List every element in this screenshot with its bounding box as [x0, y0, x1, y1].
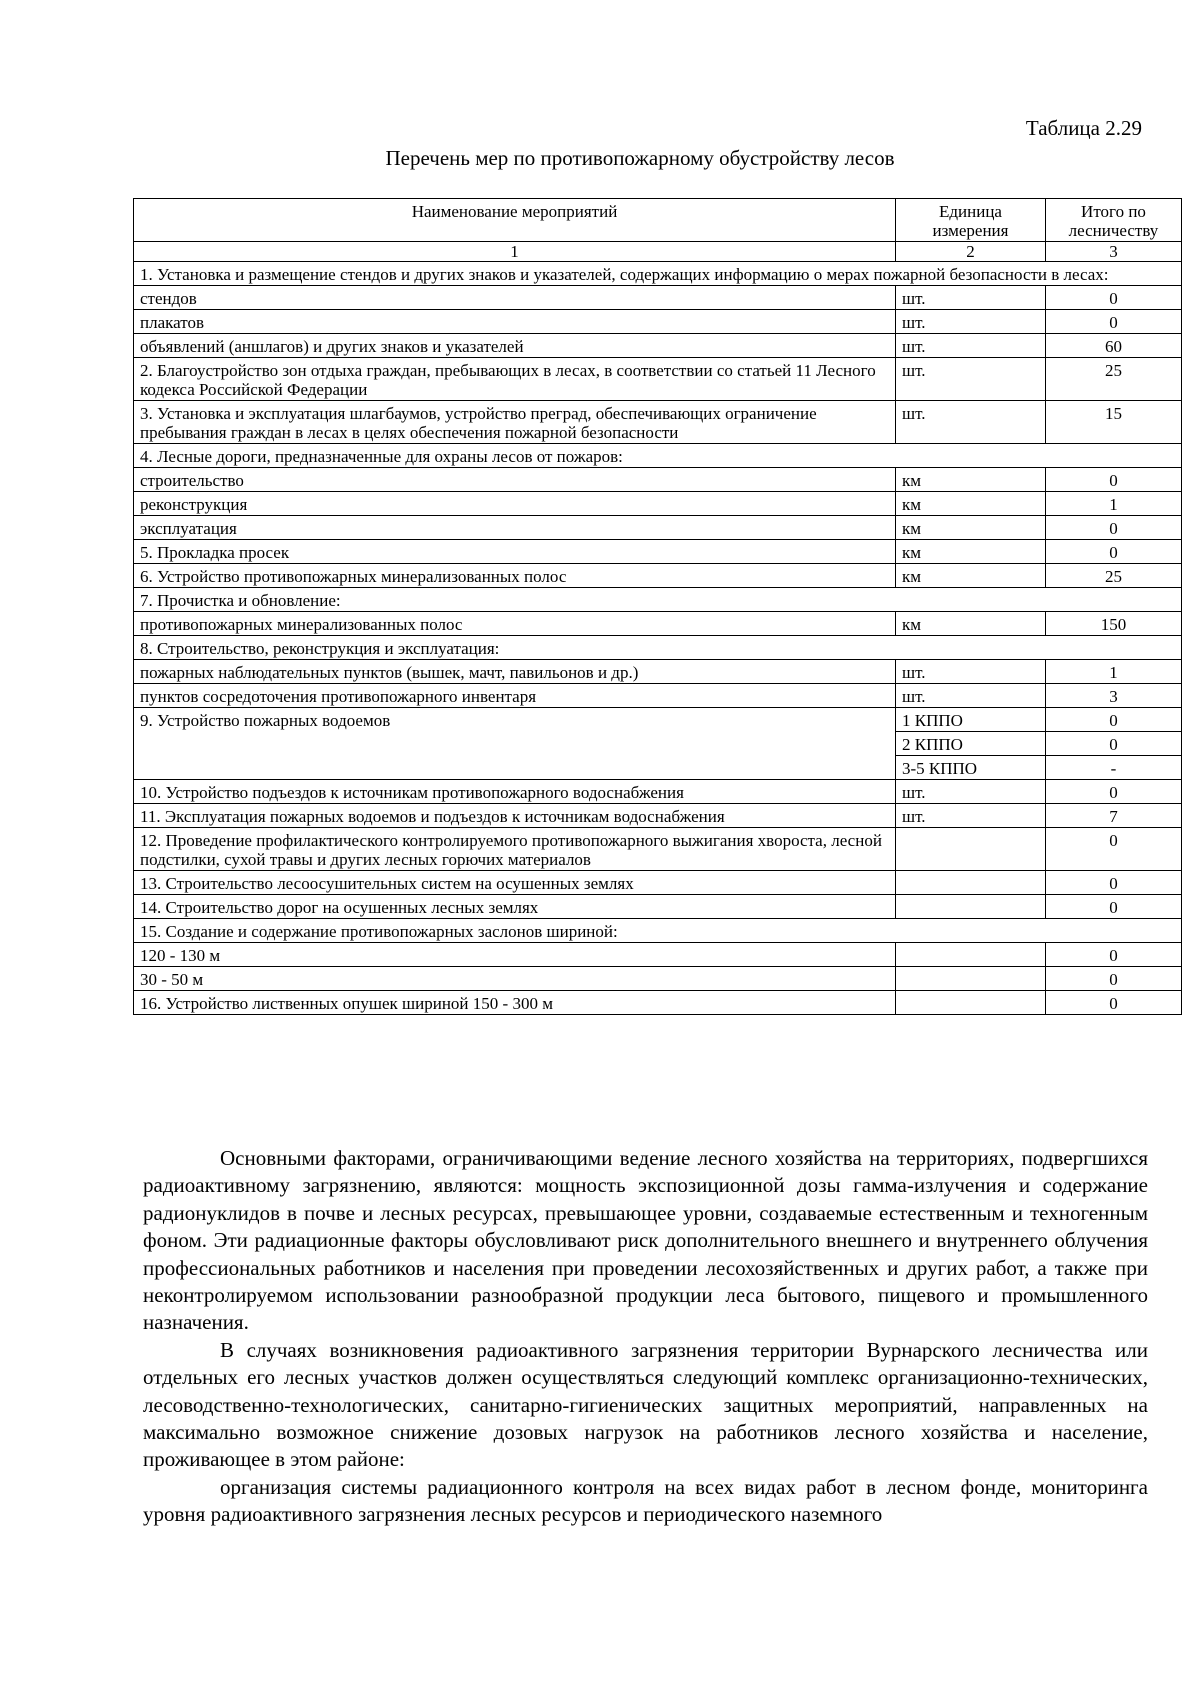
row-total: 0 — [1046, 828, 1182, 871]
table-row — [134, 492, 1182, 516]
row-total: 0 — [1046, 540, 1182, 564]
section-row — [134, 919, 1182, 943]
row-name: 6. Устройство противопожарных минерализованных полос — [134, 564, 896, 588]
table-number: Таблица 2.29 — [1025, 116, 1142, 140]
col-number: 3 — [1046, 242, 1182, 262]
fire-measures-table — [133, 198, 1182, 1015]
row-total: 0 — [1046, 780, 1182, 804]
table-row — [134, 334, 1182, 358]
section-title: 7. Прочистка и обновление: — [134, 588, 1182, 612]
row-total: 0 — [1046, 943, 1182, 967]
table-row — [134, 564, 1182, 588]
section-row — [134, 262, 1182, 286]
table-row — [134, 780, 1182, 804]
col-number: 2 — [896, 242, 1046, 262]
row-unit: км — [896, 516, 1046, 540]
table-row — [134, 516, 1182, 540]
paragraph: Основными факторами, ограничивающими ведение лесного хозяйства на территориях, подвергшихся радиоактивному загрязнению, являются: мощность экспозиционной дозы гамма-излучения и содержание радионуклидов в почве и лесных ресурсах, превышающее уровни, создаваемые естественным и техногенным фоном. Эти радиационные факторы обусловливают риск дополнительного внешнего и внутреннего облучения профессиональных работников и населения при проведении лесохозяйственных и других работ, а также при неконтролируемом использовании разнообразной продукции леса бытового, пищевого и промышленного назначения. — [143, 1146, 1148, 1335]
row-total: 3 — [1046, 684, 1182, 708]
table-row — [134, 540, 1182, 564]
row-total: 150 — [1046, 612, 1182, 636]
row-name: пожарных наблюдательных пунктов (вышек, мачт, павильонов и др.) — [134, 660, 896, 684]
header-total: Итого по лесничеству — [1046, 199, 1182, 242]
row-unit — [896, 967, 1046, 991]
row-total: 60 — [1046, 334, 1182, 358]
row-total: 0 — [1046, 708, 1182, 732]
row-name: 2. Благоустройство зон отдыха граждан, пребывающих в лесах, в соответствии со статьей 11 Лесного кодекса Российской Федерации — [134, 358, 896, 401]
row-unit: шт. — [896, 780, 1046, 804]
row-unit: км — [896, 468, 1046, 492]
row-total: 0 — [1046, 468, 1182, 492]
table-row — [134, 468, 1182, 492]
section-row — [134, 636, 1182, 660]
row-unit: км — [896, 492, 1046, 516]
row-name: 16. Устройство лиственных опушек шириной 150 - 300 м — [134, 991, 896, 1015]
row-unit: шт. — [896, 334, 1046, 358]
row-unit — [896, 943, 1046, 967]
row-name: плакатов — [134, 310, 896, 334]
row-unit: шт. — [896, 310, 1046, 334]
row-name: 14. Строительство дорог на осушенных лесных землях — [134, 895, 896, 919]
row-total: 25 — [1046, 564, 1182, 588]
row-name: 9. Устройство пожарных водоемов — [134, 708, 896, 780]
table-row — [134, 804, 1182, 828]
table-row — [134, 358, 1182, 401]
section-title: 1. Установка и размещение стендов и других знаков и указателей, содержащих информацию о мерах пожарной безопасности в лесах: — [134, 262, 1182, 286]
paragraph: В случаях возникновения радиоактивного загрязнения территории Вурнарского лесничества или отдельных его лесных участков должен осуществляться следующий комплекс организационно-технических, лесоводственно-технологических, санитарно-гигиенических защитных мероприятий, направленных на максимально возможное снижение дозовых нагрузок на работников лесного хозяйства и население, проживающее в этом районе: — [143, 1337, 1148, 1472]
row-unit — [896, 828, 1046, 871]
row-name: 12. Проведение профилактического контролируемого противопожарного выжигания хвороста, лесной подстилки, сухой травы и других лесных горючих материалов — [134, 828, 896, 871]
row-total: 0 — [1046, 895, 1182, 919]
row-unit: 2 КППО — [896, 732, 1046, 756]
table-row — [134, 708, 1182, 732]
paragraph: организация системы радиационного контроля на всех видах работ в лесном фонде, мониторинга уровня радиоактивного загрязнения лесных ресурсов и периодического наземного — [143, 1474, 1148, 1527]
table-row — [134, 612, 1182, 636]
row-name: стендов — [134, 286, 896, 310]
row-total: 25 — [1046, 358, 1182, 401]
row-total: 0 — [1046, 967, 1182, 991]
row-total: 0 — [1046, 310, 1182, 334]
row-unit: шт. — [896, 286, 1046, 310]
row-unit — [896, 895, 1046, 919]
table-row — [134, 286, 1182, 310]
row-name: 3. Установка и эксплуатация шлагбаумов, устройство преград, обеспечивающих ограничение пребывания граждан в лесах в целях обеспечения пожарной безопасности — [134, 401, 896, 444]
row-unit: шт. — [896, 401, 1046, 444]
table-column-numbers — [134, 242, 1182, 262]
table-row — [134, 967, 1182, 991]
row-unit: шт. — [896, 804, 1046, 828]
table-row — [134, 828, 1182, 871]
header-unit: Единица измерения — [896, 199, 1046, 242]
row-unit: 3-5 КППО — [896, 756, 1046, 780]
row-name: реконструкция — [134, 492, 896, 516]
row-total: 0 — [1046, 732, 1182, 756]
section-title: 15. Создание и содержание противопожарных заслонов шириной: — [134, 919, 1182, 943]
row-total: 15 — [1046, 401, 1182, 444]
table-row — [134, 684, 1182, 708]
section-row — [134, 588, 1182, 612]
row-name: 10. Устройство подъездов к источникам противопожарного водоснабжения — [134, 780, 896, 804]
row-name: объявлений (аншлагов) и других знаков и указателей — [134, 334, 896, 358]
col-number: 1 — [134, 242, 896, 262]
table-header-row — [134, 199, 1182, 242]
row-unit: км — [896, 540, 1046, 564]
header-name: Наименование мероприятий — [134, 199, 896, 242]
row-unit: шт. — [896, 358, 1046, 401]
row-name: 120 - 130 м — [134, 943, 896, 967]
section-title: 8. Строительство, реконструкция и эксплуатация: — [134, 636, 1182, 660]
row-total: 0 — [1046, 871, 1182, 895]
row-name: эксплуатация — [134, 516, 896, 540]
row-unit: шт. — [896, 684, 1046, 708]
row-name: 11. Эксплуатация пожарных водоемов и подъездов к источникам водоснабжения — [134, 804, 896, 828]
table-row — [134, 310, 1182, 334]
row-unit: 1 КППО — [896, 708, 1046, 732]
row-total: 0 — [1046, 516, 1182, 540]
row-total: 0 — [1046, 991, 1182, 1015]
table-row — [134, 871, 1182, 895]
row-unit — [896, 871, 1046, 895]
table-row — [134, 895, 1182, 919]
table-row — [134, 991, 1182, 1015]
section-title: 4. Лесные дороги, предназначенные для охраны лесов от пожаров: — [134, 444, 1182, 468]
row-total: 7 — [1046, 804, 1182, 828]
body-text — [143, 1145, 1148, 1529]
row-name: строительство — [134, 468, 896, 492]
row-name: 13. Строительство лесоосушительных систем на осушенных землях — [134, 871, 896, 895]
row-total: 1 — [1046, 492, 1182, 516]
row-unit: км — [896, 612, 1046, 636]
row-unit — [896, 991, 1046, 1015]
section-row — [134, 444, 1182, 468]
row-unit: км — [896, 564, 1046, 588]
row-name: пунктов сосредоточения противопожарного инвентаря — [134, 684, 896, 708]
table-row — [134, 660, 1182, 684]
table-title: Перечень мер по противопожарному обустройству лесов — [385, 146, 895, 170]
row-total: 1 — [1046, 660, 1182, 684]
row-total: 0 — [1046, 286, 1182, 310]
table-row — [134, 401, 1182, 444]
row-name: 30 - 50 м — [134, 967, 896, 991]
table-row — [134, 943, 1182, 967]
row-total: - — [1046, 756, 1182, 780]
row-name: 5. Прокладка просек — [134, 540, 896, 564]
row-unit: шт. — [896, 660, 1046, 684]
row-name: противопожарных минерализованных полос — [134, 612, 896, 636]
